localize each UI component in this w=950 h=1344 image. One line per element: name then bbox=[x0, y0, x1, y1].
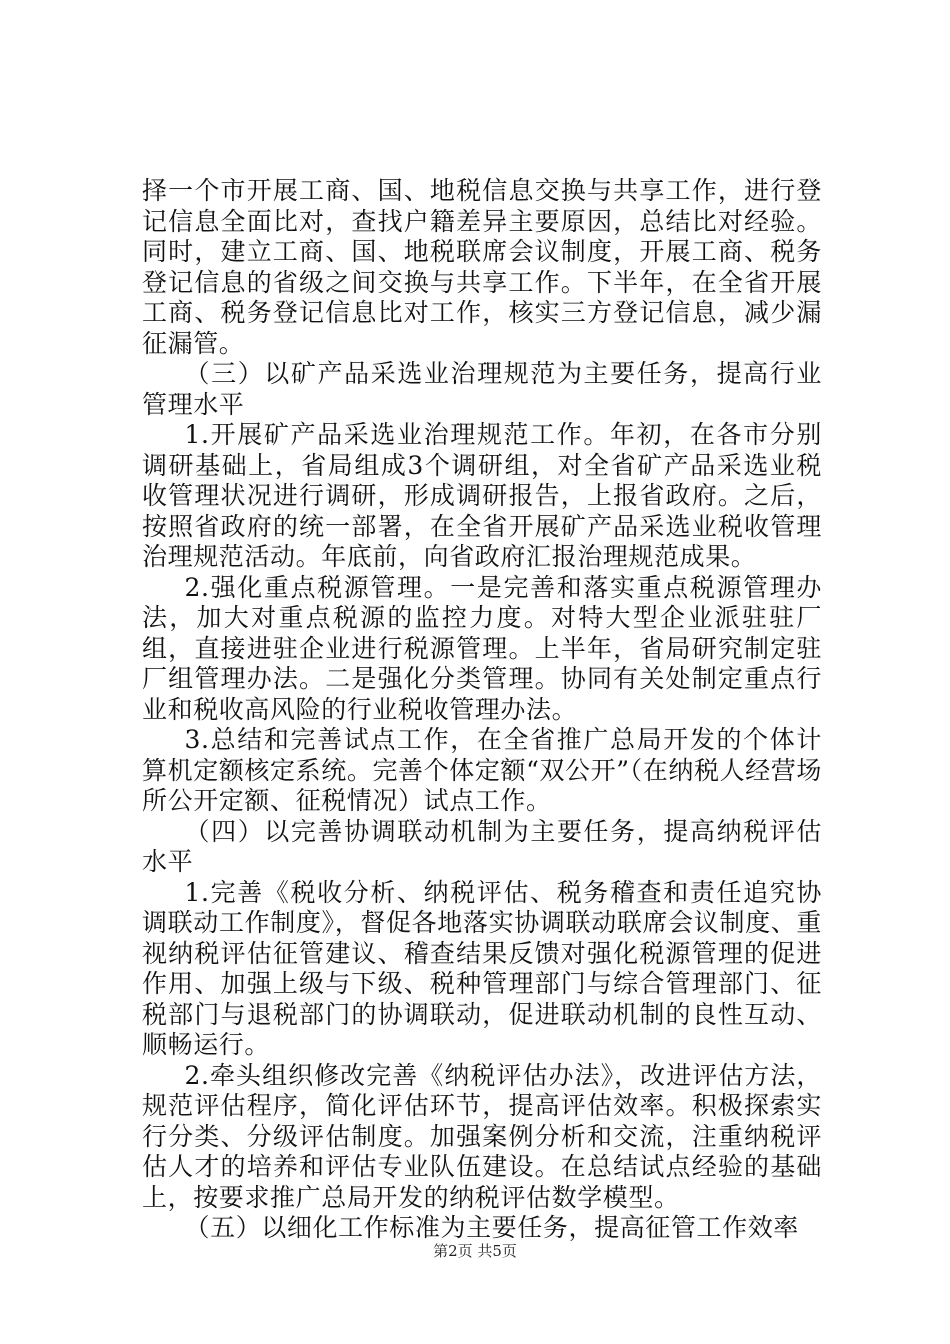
page-number-footer: 第2页 共5页 bbox=[433, 1242, 517, 1260]
section-heading-3: （三）以矿产品采选业治理规范为主要任务，提高行业管理水平 bbox=[142, 359, 822, 419]
document-body bbox=[142, 176, 822, 1244]
paragraph-item-4-1: 1.完善《税收分析、纳税评估、税务稽查和责任追究协调联动工作制度》，督促各地落实协调联动联席会议制度、重视纳税评估征管建议、稽查结果反馈对强化税源管理的促进作用、加强上级与下级、税种管理部门与综合管理部门、征税部门与退税部门的协调联动，促进联动机制的良性互动、顺畅运行。 bbox=[142, 877, 822, 1059]
paragraph-item-3-1: 1.开展矿产品采选业治理规范工作。年初，在各市分别调研基础上，省局组成3个调研组，对全省矿产品采选业税收管理状况进行调研，形成调研报告，上报省政府。之后，按照省政府的统一部署，在全省开展矿产品采选业税收管理治理规范活动。年底前，向省政府汇报治理规范成果。 bbox=[142, 420, 822, 571]
section-heading-4: （四）以完善协调联动机制为主要任务，提高纳税评估水平 bbox=[142, 816, 822, 876]
paragraph-item-4-2: 2.牵头组织修改完善《纳税评估办法》，改进评估方法，规范评估程序，简化评估环节，提高评估效率。积极探索实行分类、分级评估制度。加强案例分析和交流，注重纳税评估人才的培养和评估专业队伍建设。在总结试点经验的基础上，按要求推广总局开发的纳税评估数学模型。 bbox=[142, 1060, 822, 1212]
paragraph-item-3-2: 2.强化重点税源管理。一是完善和落实重点税源管理办法，加大对重点税源的监控力度。对特大型企业派驻驻厂组，直接进驻企业进行税源管理。上半年，省局研究制定驻厂组管理办法。二是强化分类管理。协同有关处制定重点行业和税收高风险的行业税收管理办法。 bbox=[142, 572, 822, 724]
paragraph-continuation: 择一个市开展工商、国、地税信息交换与共享工作，进行登记信息全面比对，查找户籍差异主要原因，总结比对经验。同时，建立工商、国、地税联席会议制度，开展工商、税务登记信息的省级之间交换与共享工作。下半年，在全省开展工商、税务登记信息比对工作，核实三方登记信息，减少漏征漏管。 bbox=[142, 176, 822, 358]
paragraph-item-3-3: 3.总结和完善试点工作，在全省推广总局开发的个体计算机定额核定系统。完善个体定额“双公开”（在纳税人经营场所公开定额、征税情况）试点工作。 bbox=[142, 725, 822, 815]
section-heading-5: （五）以细化工作标准为主要任务，提高征管工作效率 bbox=[184, 1213, 799, 1242]
